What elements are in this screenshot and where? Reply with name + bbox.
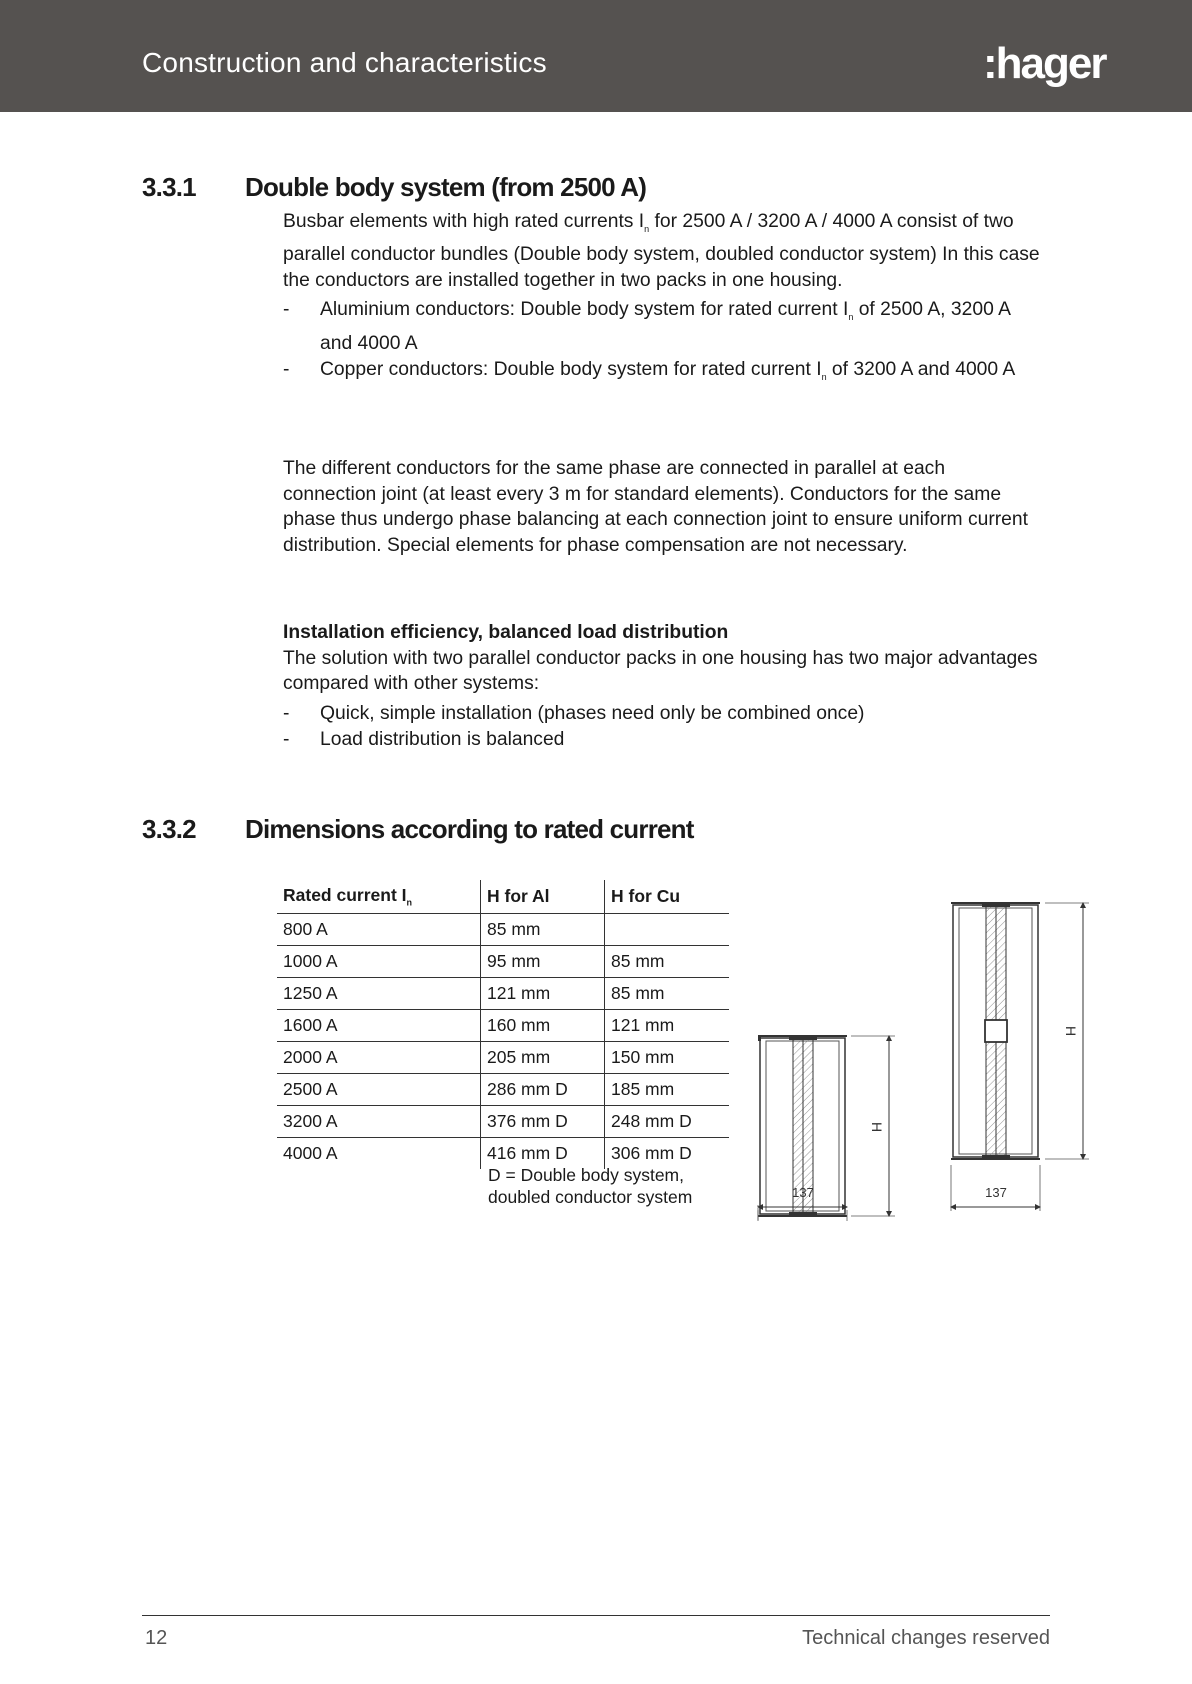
table-cell: 160 mm	[481, 1010, 605, 1042]
hager-logo: :hager	[983, 39, 1106, 88]
table-cell: 95 mm	[481, 946, 605, 978]
table-cell: 1000 A	[277, 946, 481, 978]
list-item-text: of 2500 A, 3200 A and 4000 A	[320, 299, 1010, 354]
footnote-line: D = Double body system,	[488, 1165, 684, 1185]
double-height-dimension	[1045, 903, 1089, 1159]
height-label: H	[869, 1121, 885, 1133]
page-header	[0, 0, 1192, 112]
bullet-dash: -	[283, 359, 290, 381]
paragraph	[283, 209, 1043, 293]
table-cell: 205 mm	[481, 1042, 605, 1074]
double-body-housing	[951, 903, 1040, 1159]
table-cell: 1250 A	[277, 978, 481, 1010]
table-row	[277, 914, 729, 946]
height-label: H	[1063, 1025, 1079, 1037]
table-cell: 3200 A	[277, 1106, 481, 1138]
list-item-text: Load distribution is balanced	[320, 729, 565, 750]
double-width-dimension	[951, 1165, 1040, 1211]
table-row	[277, 1074, 729, 1106]
table-cell: 2500 A	[277, 1074, 481, 1106]
table-cell: 121 mm	[605, 1010, 730, 1042]
column-header-text: Rated current I	[283, 885, 407, 906]
table-cell: 85 mm	[481, 914, 605, 946]
table-footnote	[488, 1164, 728, 1208]
table-cell: 416 mm D	[481, 1138, 605, 1170]
list-item-text: Aluminium conductors: Double body system for rated current I	[320, 299, 849, 321]
table-cell: 1600 A	[277, 1010, 481, 1042]
width-label: 137	[985, 1185, 1007, 1200]
list-item-text: Copper conductors: Double body system for rated current I	[320, 359, 822, 381]
table-header-row	[277, 880, 729, 914]
width-label: 137	[792, 1185, 814, 1200]
bullet-dash: -	[283, 729, 290, 750]
header-title: Construction and characteristics	[142, 47, 547, 78]
column-header-h-al: H for Al	[481, 880, 605, 914]
section-title: Double body system (from 2500 A)	[245, 172, 647, 202]
table-row	[277, 946, 729, 978]
list-item	[283, 701, 1043, 727]
paragraph: The different conductors for the same phase are connected in parallel at each connection joint (at least every 3 m for standard elements). Conductors for the same phase thus undergo phase balancing at each connection joint to ensure uniform current distribution. Special elements for phase compensation are not necessary.	[283, 458, 1028, 556]
page-number: 12	[145, 1627, 168, 1649]
subscript: n	[848, 312, 854, 323]
table-cell: 248 mm D	[605, 1106, 730, 1138]
list-item	[283, 297, 1043, 356]
table-cell: 800 A	[277, 914, 481, 946]
cross-section-drawing	[755, 895, 1095, 1225]
paragraph-text: for 2500 A / 3200 A / 4000 A consist of two parallel conductor bundles (Double body system, doubled conductor system) In this case the conductors are installed together in two packs in one housing.	[283, 211, 1040, 291]
paragraph: The solution with two parallel conductor packs in one housing has two major advantages compared with other systems:	[283, 647, 1038, 694]
table-cell: 2000 A	[277, 1042, 481, 1074]
table-row	[277, 1106, 729, 1138]
section-331-body-2	[283, 456, 1043, 558]
table-cell: 121 mm	[481, 978, 605, 1010]
subscript: n	[406, 897, 412, 908]
column-header-h-cu: H for Cu	[605, 880, 730, 914]
table-cell: 4000 A	[277, 1138, 481, 1170]
section-331-body-3	[283, 620, 1043, 754]
footer-divider	[142, 1615, 1050, 1616]
table-cell: 306 mm D	[611, 1143, 692, 1163]
table-cell: 150 mm	[605, 1042, 730, 1074]
bullet-dash: -	[283, 299, 290, 321]
list-item-text: Quick, simple installation (phases need only be combined once)	[320, 702, 865, 724]
paragraph-text: Busbar elements with high rated currents I	[283, 211, 645, 232]
table-row	[277, 1010, 729, 1042]
column-header-rated-current	[277, 880, 481, 914]
table-cell: 85 mm	[605, 946, 730, 978]
bullet-list	[283, 297, 1043, 390]
bullet-dash: -	[283, 702, 290, 724]
table-row	[277, 1042, 729, 1074]
table-cell: 85 mm	[605, 978, 730, 1010]
list-item	[283, 727, 1043, 753]
dimensions-table	[277, 880, 729, 1169]
table-cell: 376 mm D	[481, 1106, 605, 1138]
footnote-line: doubled conductor system	[488, 1187, 693, 1207]
section-number: 3.3.1	[142, 172, 196, 202]
list-item-text: of 3200 A and 4000 A	[826, 359, 1016, 381]
subheading: Installation efficiency, balanced load distribution	[283, 622, 729, 643]
list-item	[283, 357, 1043, 390]
subscript: n	[821, 372, 827, 383]
single-height-dimension	[851, 1036, 895, 1216]
bullet-list	[283, 701, 1043, 753]
table-cell	[605, 914, 730, 946]
section-331-body	[283, 209, 1043, 392]
section-number: 3.3.2	[142, 814, 196, 844]
subscript: n	[644, 223, 650, 234]
section-title: Dimensions according to rated current	[245, 814, 694, 844]
table-cell: 185 mm	[605, 1074, 730, 1106]
table-row	[277, 978, 729, 1010]
footer-note: Technical changes reserved	[802, 1627, 1050, 1649]
table-cell: 286 mm D	[481, 1074, 605, 1106]
